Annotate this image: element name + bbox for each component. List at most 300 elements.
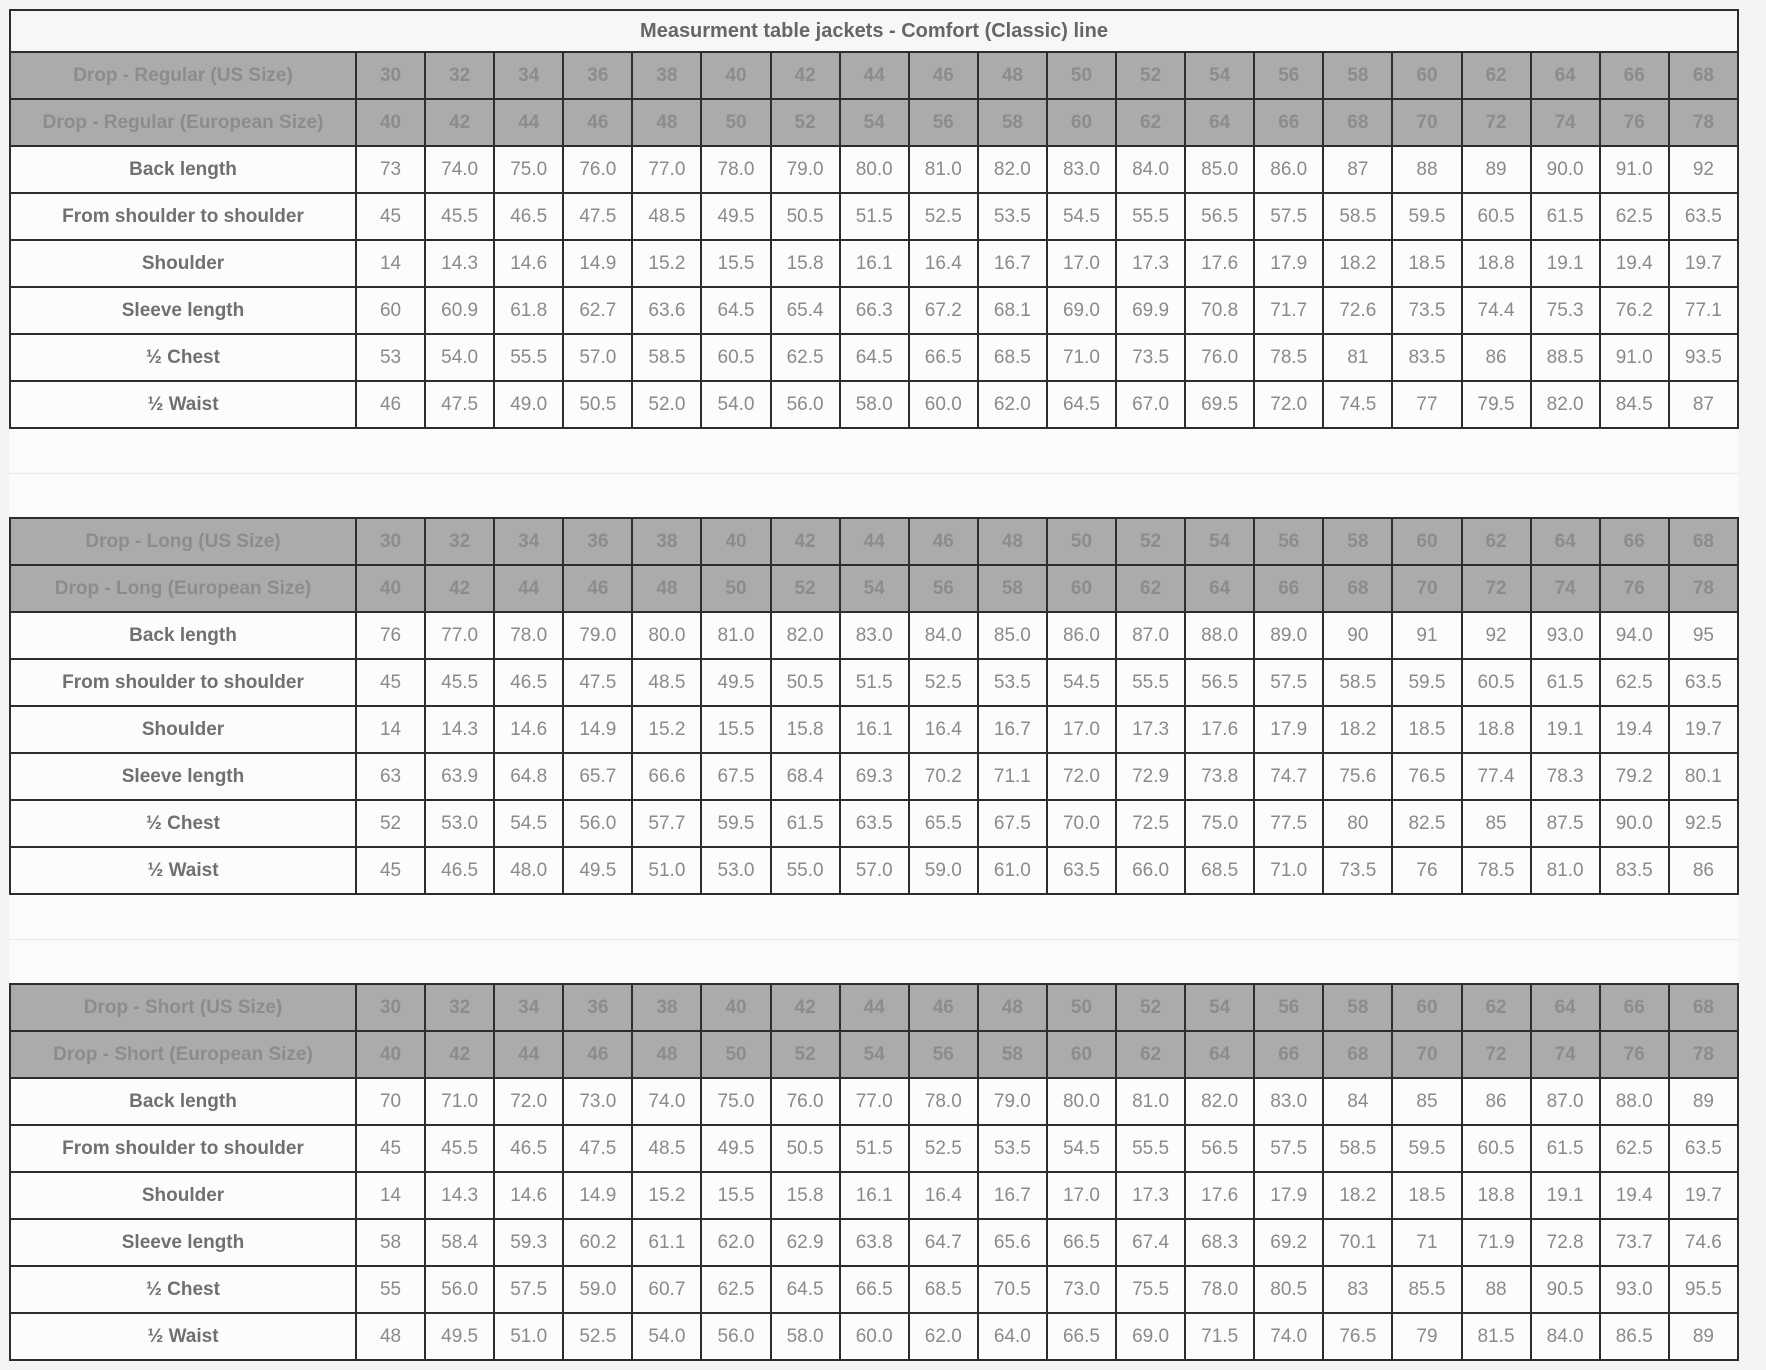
- measurement-cell: 49.5: [701, 659, 770, 706]
- measurement-cell: 19.4: [1600, 706, 1669, 753]
- measurement-cell: 75.0: [1185, 800, 1254, 847]
- eu-size-cell: 42: [425, 565, 494, 612]
- us-size-cell: 38: [632, 984, 701, 1031]
- eu-size-cell: 64: [1185, 99, 1254, 146]
- eu-size-cell: 48: [632, 1031, 701, 1078]
- measurement-cell: 54.5: [1047, 193, 1116, 240]
- measurement-cell: 90.0: [1531, 146, 1600, 193]
- measurement-cell: 59.0: [563, 1266, 632, 1313]
- measurement-cell: 63: [356, 753, 425, 800]
- measurement-cell: 60.2: [563, 1219, 632, 1266]
- section-spacer: [9, 429, 1739, 517]
- measurement-cell: 63.5: [1047, 847, 1116, 894]
- measurement-cell: 62.5: [771, 334, 840, 381]
- measurement-cell: 80.5: [1254, 1266, 1323, 1313]
- measurement-cell: 82.0: [771, 612, 840, 659]
- us-size-cell: 60: [1392, 52, 1461, 99]
- us-size-cell: 48: [978, 984, 1047, 1031]
- measurement-cell: 75.3: [1531, 287, 1600, 334]
- measurement-cell: 52.5: [563, 1313, 632, 1360]
- measurement-cell: 15.2: [632, 1172, 701, 1219]
- measurement-cell: 73.8: [1185, 753, 1254, 800]
- eu-size-cell: 72: [1462, 99, 1531, 146]
- measurement-cell: 64.5: [840, 334, 909, 381]
- measurement-cell: 81.0: [701, 612, 770, 659]
- us-size-cell: 64: [1531, 518, 1600, 565]
- measurement-cell: 15.5: [701, 240, 770, 287]
- eu-size-cell: 62: [1116, 565, 1185, 612]
- us-size-cell: 36: [563, 518, 632, 565]
- measurement-cell: 16.7: [978, 706, 1047, 753]
- eu-size-cell: 74: [1531, 1031, 1600, 1078]
- measurement-row: [10, 1313, 1738, 1360]
- measurement-cell: 17.9: [1254, 1172, 1323, 1219]
- measurement-cell: 15.8: [771, 1172, 840, 1219]
- us-size-cell: 44: [840, 984, 909, 1031]
- measurement-cell: 55.5: [494, 334, 563, 381]
- measurement-cell: 79: [1392, 1313, 1461, 1360]
- measurement-cell: 82.5: [1392, 800, 1461, 847]
- measurement-cell: 69.9: [1116, 287, 1185, 334]
- measurement-cell: 61.5: [771, 800, 840, 847]
- measurement-cell: 17.3: [1116, 1172, 1185, 1219]
- measurement-cell: 67.5: [701, 753, 770, 800]
- measurement-cell: 15.5: [701, 1172, 770, 1219]
- measurement-cell: 56.5: [1185, 193, 1254, 240]
- measurement-cell: 60: [356, 287, 425, 334]
- measurement-cell: 14.3: [425, 706, 494, 753]
- measurement-cell: 90.0: [1600, 800, 1669, 847]
- eu-size-cell: 46: [563, 99, 632, 146]
- row-label: Shoulder: [10, 706, 356, 753]
- measurement-cell: 16.7: [978, 240, 1047, 287]
- measurement-cell: 77.4: [1462, 753, 1531, 800]
- row-label: Sleeve length: [10, 1219, 356, 1266]
- size-header-row-us: [10, 984, 1738, 1031]
- measurement-cell: 77.0: [632, 146, 701, 193]
- measurement-cell: 82.0: [1185, 1078, 1254, 1125]
- us-size-cell: 56: [1254, 518, 1323, 565]
- measurement-row: [10, 753, 1738, 800]
- measurement-cell: 67.2: [909, 287, 978, 334]
- size-table-regular: [9, 51, 1739, 429]
- measurement-cell: 56.0: [563, 800, 632, 847]
- measurement-cell: 58.5: [632, 334, 701, 381]
- measurement-cell: 14: [356, 706, 425, 753]
- measurement-cell: 58.5: [1323, 193, 1392, 240]
- measurement-cell: 60.5: [1462, 659, 1531, 706]
- measurement-cell: 89: [1669, 1078, 1738, 1125]
- measurement-cell: 72.5: [1116, 800, 1185, 847]
- size-header-row-eu: [10, 1031, 1738, 1078]
- measurement-cell: 85: [1462, 800, 1531, 847]
- measurement-cell: 93.0: [1531, 612, 1600, 659]
- measurement-cell: 55: [356, 1266, 425, 1313]
- row-label: ½ Chest: [10, 1266, 356, 1313]
- measurement-cell: 79.0: [563, 612, 632, 659]
- us-size-cell: 58: [1323, 52, 1392, 99]
- measurement-cell: 70.0: [1047, 800, 1116, 847]
- measurement-cell: 94.0: [1600, 612, 1669, 659]
- eu-size-cell: 42: [425, 99, 494, 146]
- row-label: Sleeve length: [10, 753, 356, 800]
- measurement-cell: 76.0: [1185, 334, 1254, 381]
- measurement-cell: 58.5: [1323, 659, 1392, 706]
- measurement-cell: 57.0: [840, 847, 909, 894]
- measurement-cell: 17.3: [1116, 240, 1185, 287]
- measurement-cell: 62.0: [909, 1313, 978, 1360]
- measurement-cell: 88.0: [1600, 1078, 1669, 1125]
- eu-size-cell: 72: [1462, 565, 1531, 612]
- measurement-cell: 50.5: [563, 381, 632, 428]
- measurement-cell: 53.5: [978, 193, 1047, 240]
- us-size-cell: 44: [840, 518, 909, 565]
- measurement-cell: 61.1: [632, 1219, 701, 1266]
- measurement-cell: 83.0: [1047, 146, 1116, 193]
- us-size-cell: 32: [425, 52, 494, 99]
- measurement-row: [10, 612, 1738, 659]
- us-size-cell: 40: [701, 52, 770, 99]
- eu-size-cell: 62: [1116, 99, 1185, 146]
- measurement-cell: 45: [356, 659, 425, 706]
- row-label: ½ Waist: [10, 1313, 356, 1360]
- measurement-cell: 62.5: [1600, 659, 1669, 706]
- measurement-cell: 81.0: [909, 146, 978, 193]
- measurement-cell: 85: [1392, 1078, 1461, 1125]
- measurement-cell: 56.5: [1185, 659, 1254, 706]
- us-size-cell: 38: [632, 518, 701, 565]
- measurement-cell: 60.5: [1462, 193, 1531, 240]
- measurement-cell: 66.5: [1047, 1219, 1116, 1266]
- measurement-cell: 88: [1392, 146, 1461, 193]
- eu-size-cell: 74: [1531, 99, 1600, 146]
- measurement-cell: 19.1: [1531, 240, 1600, 287]
- measurement-cell: 76: [1392, 847, 1461, 894]
- row-label: From shoulder to shoulder: [10, 659, 356, 706]
- measurement-cell: 71.0: [1047, 334, 1116, 381]
- measurement-cell: 70: [356, 1078, 425, 1125]
- measurement-cell: 73.7: [1600, 1219, 1669, 1266]
- us-size-cell: 58: [1323, 518, 1392, 565]
- eu-size-cell: 70: [1392, 99, 1461, 146]
- measurement-cell: 72.0: [1254, 381, 1323, 428]
- measurement-cell: 51.0: [632, 847, 701, 894]
- measurement-cell: 17.3: [1116, 706, 1185, 753]
- measurement-cell: 89.0: [1254, 612, 1323, 659]
- measurement-cell: 19.1: [1531, 706, 1600, 753]
- measurement-row: [10, 800, 1738, 847]
- eu-size-cell: 56: [909, 565, 978, 612]
- measurement-cell: 16.4: [909, 706, 978, 753]
- measurement-cell: 54.5: [1047, 659, 1116, 706]
- measurement-cell: 71.5: [1185, 1313, 1254, 1360]
- measurement-row: [10, 287, 1738, 334]
- measurement-cell: 67.5: [978, 800, 1047, 847]
- measurement-cell: 86: [1462, 334, 1531, 381]
- measurement-cell: 56.0: [425, 1266, 494, 1313]
- measurement-cell: 54.5: [494, 800, 563, 847]
- us-size-cell: 44: [840, 52, 909, 99]
- us-size-cell: 62: [1462, 52, 1531, 99]
- row-label: ½ Waist: [10, 381, 356, 428]
- measurement-cell: 52.5: [909, 659, 978, 706]
- section-header-label: Drop - Regular (US Size): [10, 52, 356, 99]
- measurement-cell: 72.0: [494, 1078, 563, 1125]
- eu-size-cell: 44: [494, 565, 563, 612]
- measurement-cell: 45: [356, 1125, 425, 1172]
- measurement-cell: 58.0: [771, 1313, 840, 1360]
- measurement-cell: 78.0: [909, 1078, 978, 1125]
- measurement-cell: 57.7: [632, 800, 701, 847]
- eu-size-cell: 40: [356, 99, 425, 146]
- measurement-cell: 57.5: [1254, 1125, 1323, 1172]
- measurement-cell: 46.5: [425, 847, 494, 894]
- measurement-cell: 68.4: [771, 753, 840, 800]
- measurement-cell: 69.0: [1116, 1313, 1185, 1360]
- measurement-cell: 70.8: [1185, 287, 1254, 334]
- spacer-divider: [9, 939, 1739, 940]
- measurement-cell: 59.5: [1392, 659, 1461, 706]
- section-header-label: Drop - Long (US Size): [10, 518, 356, 565]
- eu-size-cell: 78: [1669, 99, 1738, 146]
- measurement-cell: 95.5: [1669, 1266, 1738, 1313]
- measurement-cell: 66.6: [632, 753, 701, 800]
- measurement-row: [10, 1125, 1738, 1172]
- eu-size-cell: 76: [1600, 1031, 1669, 1078]
- us-size-cell: 50: [1047, 52, 1116, 99]
- measurement-cell: 19.1: [1531, 1172, 1600, 1219]
- measurement-cell: 91.0: [1600, 334, 1669, 381]
- measurement-cell: 64.8: [494, 753, 563, 800]
- us-size-cell: 68: [1669, 52, 1738, 99]
- row-label: ½ Waist: [10, 847, 356, 894]
- measurement-cell: 73.5: [1116, 334, 1185, 381]
- measurement-cell: 17.9: [1254, 706, 1323, 753]
- measurement-cell: 15.2: [632, 706, 701, 753]
- eu-size-cell: 46: [563, 1031, 632, 1078]
- us-size-cell: 42: [771, 984, 840, 1031]
- measurement-cell: 72.6: [1323, 287, 1392, 334]
- us-size-cell: 68: [1669, 518, 1738, 565]
- measurement-cell: 59.5: [1392, 1125, 1461, 1172]
- measurement-cell: 76.0: [771, 1078, 840, 1125]
- measurement-cell: 60.7: [632, 1266, 701, 1313]
- us-size-cell: 64: [1531, 52, 1600, 99]
- measurement-cell: 75.6: [1323, 753, 1392, 800]
- measurement-row: [10, 847, 1738, 894]
- measurement-cell: 56.0: [771, 381, 840, 428]
- eu-size-cell: 66: [1254, 99, 1323, 146]
- measurement-cell: 92: [1669, 146, 1738, 193]
- size-table-short: [9, 983, 1739, 1361]
- measurement-cell: 79.0: [771, 146, 840, 193]
- measurement-cell: 18.8: [1462, 706, 1531, 753]
- us-size-cell: 52: [1116, 52, 1185, 99]
- measurement-cell: 71.0: [425, 1078, 494, 1125]
- eu-size-cell: 46: [563, 565, 632, 612]
- eu-size-cell: 56: [909, 99, 978, 146]
- measurement-cell: 19.4: [1600, 1172, 1669, 1219]
- measurement-cell: 63.8: [840, 1219, 909, 1266]
- measurement-cell: 80.0: [632, 612, 701, 659]
- measurement-cell: 87.0: [1116, 612, 1185, 659]
- measurement-cell: 86: [1462, 1078, 1531, 1125]
- measurement-cell: 16.4: [909, 1172, 978, 1219]
- measurement-row: [10, 334, 1738, 381]
- eu-size-cell: 68: [1323, 99, 1392, 146]
- measurement-cell: 63.5: [1669, 659, 1738, 706]
- measurement-cell: 74.7: [1254, 753, 1323, 800]
- measurement-cell: 84: [1323, 1078, 1392, 1125]
- measurement-cell: 49.5: [425, 1313, 494, 1360]
- measurement-cell: 62.0: [701, 1219, 770, 1266]
- row-label: Back length: [10, 612, 356, 659]
- measurement-cell: 68.5: [909, 1266, 978, 1313]
- measurement-cell: 51.0: [494, 1313, 563, 1360]
- measurement-cell: 84.5: [1600, 381, 1669, 428]
- measurement-cell: 57.5: [1254, 659, 1323, 706]
- measurement-row: [10, 146, 1738, 193]
- measurement-cell: 69.5: [1185, 381, 1254, 428]
- measurement-cell: 70.1: [1323, 1219, 1392, 1266]
- measurement-cell: 59.0: [909, 847, 978, 894]
- measurement-cell: 64.7: [909, 1219, 978, 1266]
- measurement-cell: 78.5: [1462, 847, 1531, 894]
- measurement-cell: 17.9: [1254, 240, 1323, 287]
- us-size-cell: 46: [909, 518, 978, 565]
- measurement-cell: 70.5: [978, 1266, 1047, 1313]
- us-size-cell: 32: [425, 984, 494, 1031]
- measurement-cell: 49.5: [701, 193, 770, 240]
- measurement-cell: 89: [1462, 146, 1531, 193]
- measurement-cell: 54.0: [701, 381, 770, 428]
- measurement-cell: 18.8: [1462, 1172, 1531, 1219]
- row-label: From shoulder to shoulder: [10, 193, 356, 240]
- measurement-cell: 85.5: [1392, 1266, 1461, 1313]
- measurement-cell: 48.5: [632, 659, 701, 706]
- section-spacer: [9, 895, 1739, 983]
- measurement-cell: 71.0: [1254, 847, 1323, 894]
- measurement-cell: 82.0: [1531, 381, 1600, 428]
- row-label: Sleeve length: [10, 287, 356, 334]
- measurement-cell: 17.6: [1185, 240, 1254, 287]
- section-header-label: Drop - Long (European Size): [10, 565, 356, 612]
- eu-size-cell: 58: [978, 1031, 1047, 1078]
- measurement-cell: 18.8: [1462, 240, 1531, 287]
- measurement-cell: 90: [1323, 612, 1392, 659]
- measurement-cell: 82.0: [978, 146, 1047, 193]
- measurement-cell: 68.5: [1185, 847, 1254, 894]
- measurement-cell: 61.5: [1531, 659, 1600, 706]
- measurement-cell: 55.5: [1116, 659, 1185, 706]
- measurement-cell: 71: [1392, 1219, 1461, 1266]
- measurement-cell: 16.1: [840, 1172, 909, 1219]
- measurement-cell: 65.7: [563, 753, 632, 800]
- us-size-cell: 40: [701, 984, 770, 1031]
- measurement-cell: 58.0: [840, 381, 909, 428]
- measurement-cell: 89: [1669, 1313, 1738, 1360]
- measurement-cell: 16.7: [978, 1172, 1047, 1219]
- measurement-cell: 81: [1323, 334, 1392, 381]
- measurement-cell: 76: [356, 612, 425, 659]
- measurement-cell: 95: [1669, 612, 1738, 659]
- us-size-cell: 40: [701, 518, 770, 565]
- measurement-cell: 47.5: [563, 1125, 632, 1172]
- us-size-cell: 52: [1116, 984, 1185, 1031]
- eu-size-cell: 50: [701, 1031, 770, 1078]
- eu-size-cell: 60: [1047, 99, 1116, 146]
- measurement-cell: 86.5: [1600, 1313, 1669, 1360]
- measurement-cell: 86.0: [1047, 612, 1116, 659]
- measurement-cell: 50.5: [771, 659, 840, 706]
- eu-size-cell: 64: [1185, 1031, 1254, 1078]
- measurement-row: [10, 381, 1738, 428]
- eu-size-cell: 52: [771, 1031, 840, 1078]
- measurement-cell: 18.5: [1392, 706, 1461, 753]
- measurement-cell: 77: [1392, 381, 1461, 428]
- measurement-cell: 19.7: [1669, 1172, 1738, 1219]
- measurement-cell: 51.5: [840, 659, 909, 706]
- measurement-cell: 48.5: [632, 1125, 701, 1172]
- measurement-cell: 83.5: [1600, 847, 1669, 894]
- measurement-cell: 66.0: [1116, 847, 1185, 894]
- measurement-cell: 18.2: [1323, 240, 1392, 287]
- measurement-cell: 61.5: [1531, 193, 1600, 240]
- measurement-cell: 77.1: [1669, 287, 1738, 334]
- us-size-cell: 60: [1392, 518, 1461, 565]
- row-label: Shoulder: [10, 240, 356, 287]
- eu-size-cell: 54: [840, 1031, 909, 1078]
- us-size-cell: 46: [909, 52, 978, 99]
- measurement-cell: 52.5: [909, 193, 978, 240]
- measurement-cell: 18.2: [1323, 706, 1392, 753]
- us-size-cell: 52: [1116, 518, 1185, 565]
- measurement-cell: 64.5: [771, 1266, 840, 1313]
- eu-size-cell: 44: [494, 1031, 563, 1078]
- us-size-cell: 64: [1531, 984, 1600, 1031]
- row-label: Back length: [10, 1078, 356, 1125]
- measurement-cell: 71.9: [1462, 1219, 1531, 1266]
- measurement-cell: 58.4: [425, 1219, 494, 1266]
- measurement-cell: 67.4: [1116, 1219, 1185, 1266]
- measurement-cell: 71.1: [978, 753, 1047, 800]
- measurement-cell: 64.5: [701, 287, 770, 334]
- eu-size-cell: 52: [771, 99, 840, 146]
- section-header-label: Drop - Regular (European Size): [10, 99, 356, 146]
- eu-size-cell: 78: [1669, 1031, 1738, 1078]
- measurement-cell: 54.5: [1047, 1125, 1116, 1172]
- size-header-row-eu: [10, 99, 1738, 146]
- measurement-row: [10, 1172, 1738, 1219]
- measurement-cell: 60.5: [701, 334, 770, 381]
- us-size-cell: 56: [1254, 52, 1323, 99]
- measurement-cell: 61.0: [978, 847, 1047, 894]
- eu-size-cell: 40: [356, 565, 425, 612]
- measurement-row: [10, 240, 1738, 287]
- measurement-cell: 92.5: [1669, 800, 1738, 847]
- measurement-cell: 17.0: [1047, 706, 1116, 753]
- measurement-cell: 46: [356, 381, 425, 428]
- measurement-row: [10, 193, 1738, 240]
- us-size-cell: 42: [771, 518, 840, 565]
- size-header-row-us: [10, 518, 1738, 565]
- measurement-cell: 18.2: [1323, 1172, 1392, 1219]
- measurement-cell: 88: [1462, 1266, 1531, 1313]
- measurement-cell: 14.9: [563, 240, 632, 287]
- us-size-cell: 48: [978, 518, 1047, 565]
- measurement-cell: 87.0: [1531, 1078, 1600, 1125]
- measurement-cell: 45.5: [425, 193, 494, 240]
